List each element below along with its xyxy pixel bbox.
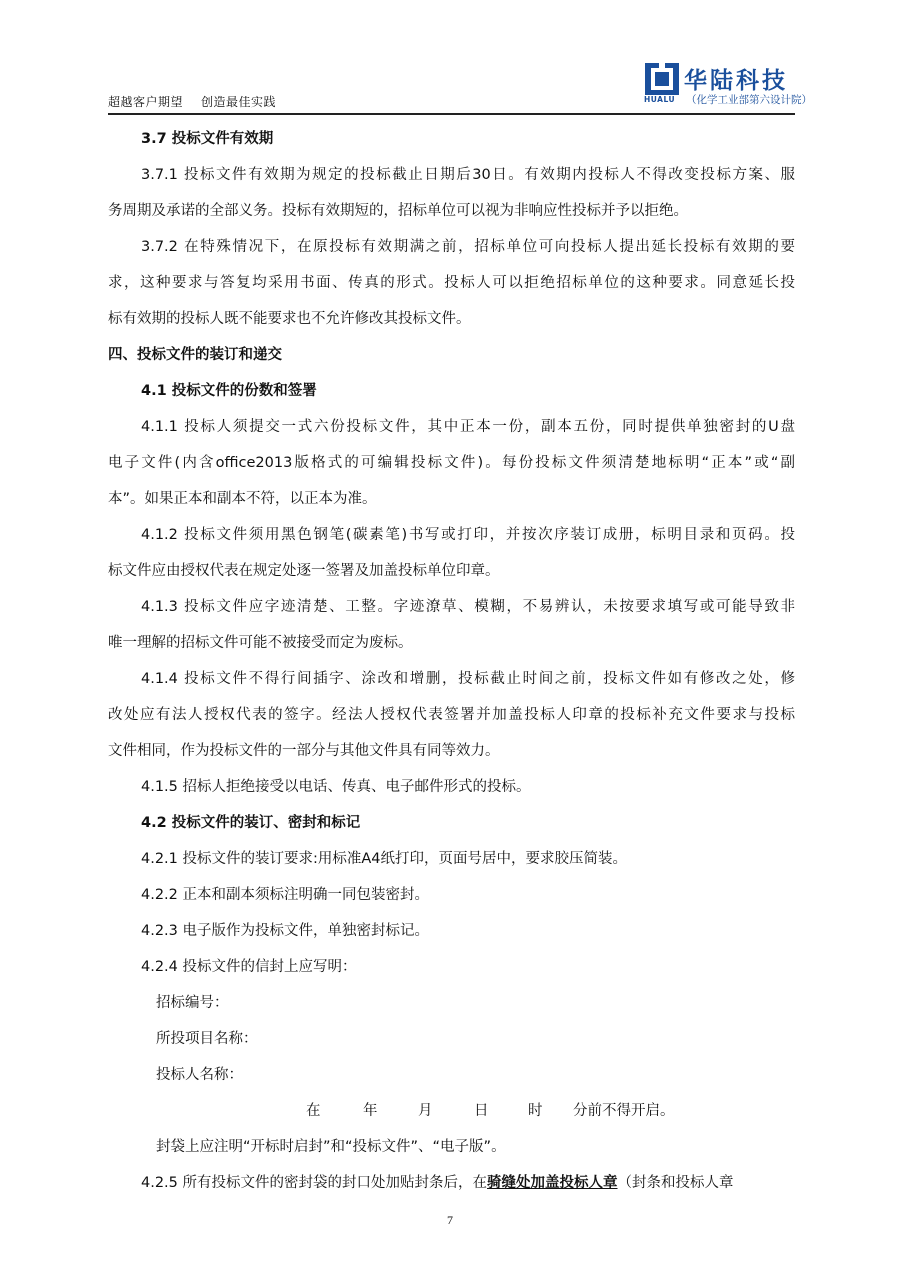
company-logo — [644, 62, 812, 106]
para-3-7-2-line-1: 3.7.2 在特殊情况下，在原投标有效期满之前，招标单位可向投标人提出延长投标有效期的要 — [141, 239, 795, 255]
para-4-2-5-underlined: 骑缝处加盖投标人章 — [487, 1175, 618, 1191]
para-4-2-2: 4.2.2 正本和副本须标注明确一同包装密封。 — [141, 887, 430, 903]
document-body — [108, 121, 795, 1201]
para-3-7-1-line-2: 务周期及承诺的全部义务。投标有效期短的，招标单位可以视为非响应性投标并予以拒绝。 — [108, 203, 688, 219]
para-3-7-2-line-2: 求，这种要求与答复均采用书面、传真的形式。投标人可以拒绝招标单位的这种要求。同意延长投 — [108, 275, 795, 291]
para-4-1-4-line-2: 改处应有法人授权代表的签字。经法人授权代表签署并加盖投标人印章的投标补充文件要求与投标 — [108, 707, 795, 723]
para-4-2-3: 4.2.3 电子版作为投标文件，单独密封标记。 — [141, 923, 430, 939]
date-year: 年 — [363, 1103, 378, 1119]
para-4-1-3-line-1: 4.1.3 投标文件应字迹清楚、工整。字迹潦草、模糊，不易辨认，未按要求填写或可能导致非 — [141, 599, 795, 615]
para-4-1-5: 4.1.5 招标人拒绝接受以电话、传真、电子邮件形式的投标。 — [141, 779, 531, 795]
slogan-2: 创造最佳实践 — [201, 95, 277, 109]
para-4-2-1: 4.2.1 投标文件的装订要求:用标准A4纸打印，页面号居中，要求胶压简装。 — [141, 851, 628, 867]
para-3-7-2-line-3: 标有效期的投标人既不能要求也不允许修改其投标文件。 — [108, 311, 471, 327]
para-4-1-3-line-2: 唯一理解的招标文件可能不被接受而定为废标。 — [108, 635, 413, 651]
heading-4: 四、投标文件的装订和递交 — [108, 347, 282, 363]
page-number: 7 — [447, 1213, 453, 1227]
logo-name: 华陆科技 — [684, 68, 788, 94]
para-4-1-2-line-2: 标文件应由授权代表在规定处逐一签署及加盖投标单位印章。 — [108, 563, 500, 579]
date-month: 月 — [418, 1103, 433, 1119]
para-4-1-1-line-2: 电子文件(内含office2013版格式的可编辑投标文件)。每份投标文件须清楚地标明“正本”或“副 — [108, 455, 795, 471]
para-4-2-4: 4.2.4 投标文件的信封上应写明： — [141, 959, 357, 975]
field-project-name: 所投项目名称： — [156, 1031, 258, 1047]
seal-note: 封袋上应注明“开标时启封”和“投标文件”、“电子版”。 — [156, 1139, 506, 1155]
header-divider — [108, 113, 795, 115]
para-3-7-1-line-1: 3.7.1 投标文件有效期为规定的投标截止日期后30日。有效期内投标人不得改变投标方案、服 — [141, 167, 795, 183]
opening-time-line — [108, 1093, 795, 1129]
logo-word: HUALU — [644, 95, 676, 104]
heading-4-2: 4.2 投标文件的装订、密封和标记 — [141, 815, 361, 831]
date-tail: 分前不得开启。 — [573, 1103, 675, 1119]
para-4-1-2-line-1: 4.1.2 投标文件须用黑色钢笔(碳素笔)书写或打印，并按次序装订成册，标明目录和页码。投 — [141, 527, 795, 543]
heading-4-1: 4.1 投标文件的份数和签署 — [141, 383, 317, 399]
date-hour: 时 — [528, 1103, 543, 1119]
field-bid-number: 招标编号： — [156, 995, 229, 1011]
para-4-2-5-part-b: （封条和投标人章 — [617, 1175, 734, 1191]
para-4-2-5-part-a: 4.2.5 所有投标文件的密封袋的封口处加贴封条后，在 — [141, 1175, 488, 1191]
header-slogan — [108, 93, 294, 110]
date-day: 日 — [474, 1103, 489, 1119]
para-4-1-4-line-1: 4.1.4 投标文件不得行间插字、涂改和增删，投标截止时间之前，投标文件如有修改之处，修 — [141, 671, 795, 687]
para-4-1-1-line-3: 本”。如果正本和副本不符，以正本为准。 — [108, 491, 377, 507]
hualu-logo-icon — [644, 62, 680, 96]
slogan-1: 超越客户期望 — [108, 95, 184, 109]
para-4-1-1-line-1: 4.1.1 投标人须提交一式六份投标文件，其中正本一份，副本五份，同时提供单独密封的U盘 — [141, 419, 795, 435]
para-4-1-4-line-3: 文件相同，作为投标文件的一部分与其他文件具有同等效力。 — [108, 743, 500, 759]
heading-3-7: 3.7 投标文件有效期 — [141, 131, 274, 147]
para-4-2-5 — [108, 1165, 795, 1201]
logo-subtitle: （化学工业部第六设计院） — [686, 94, 812, 106]
field-bidder-name: 投标人名称： — [156, 1067, 243, 1083]
date-zai: 在 — [306, 1103, 321, 1119]
